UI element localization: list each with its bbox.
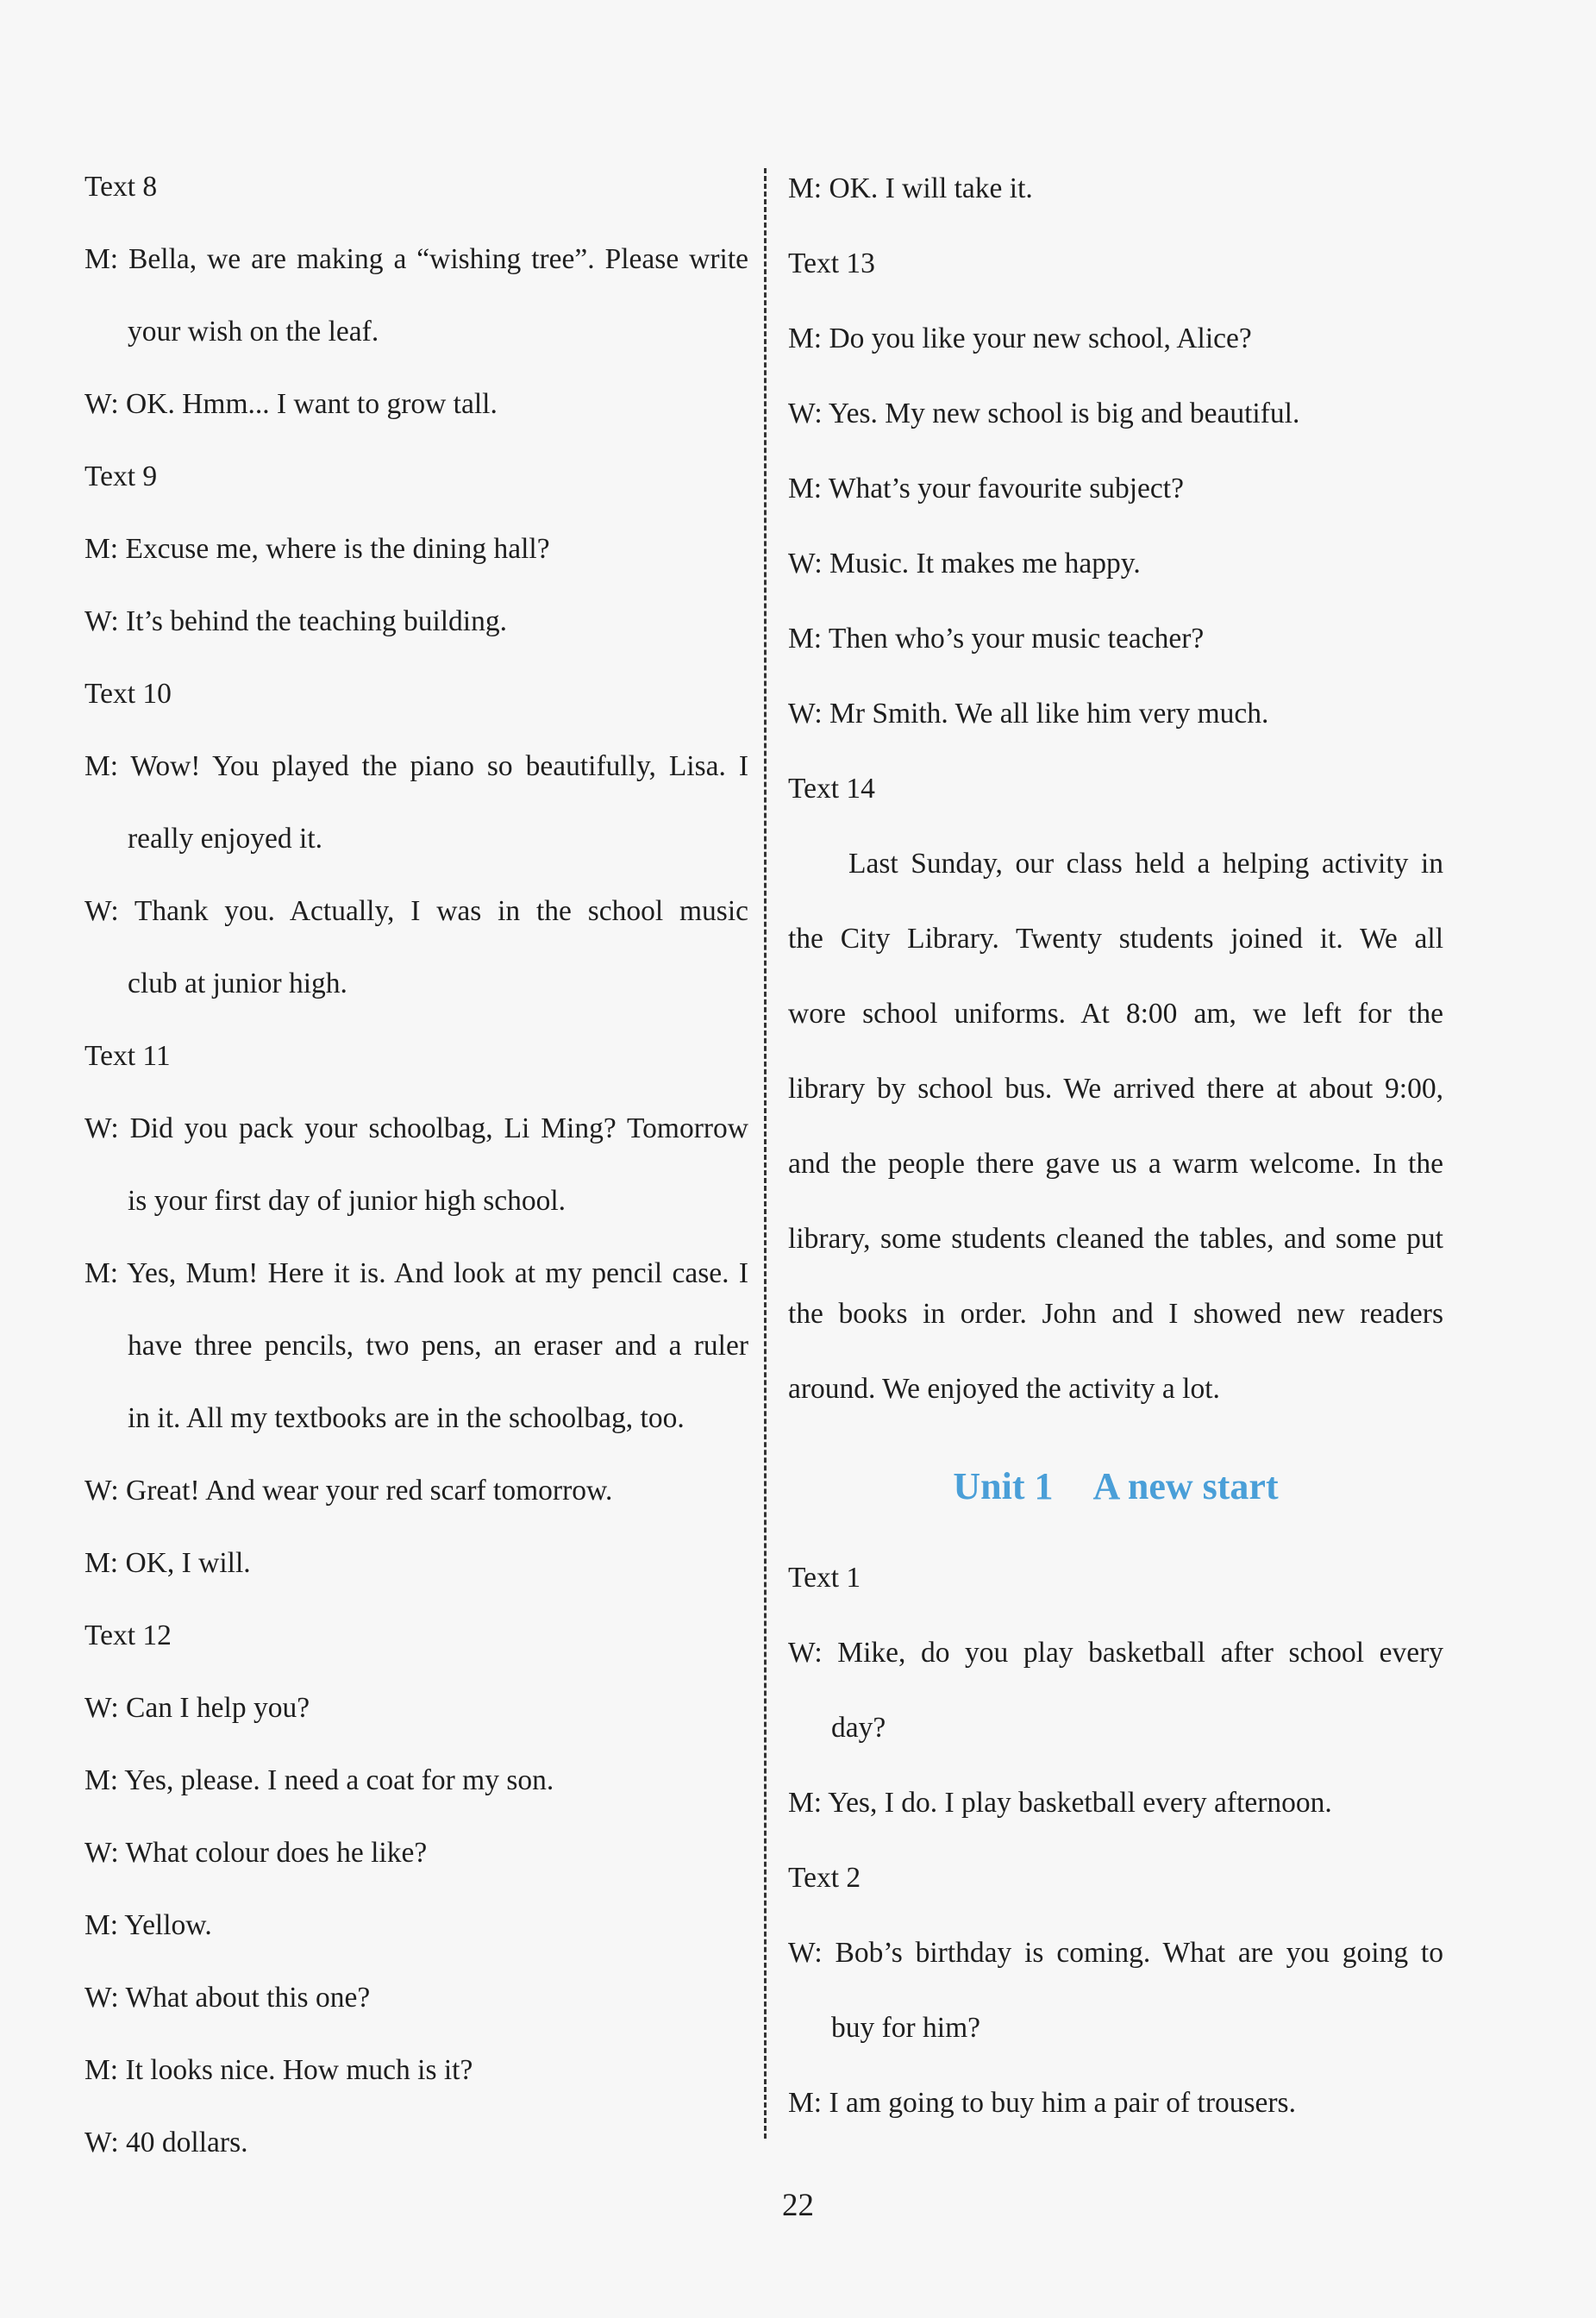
text-line: M: Yes, please. I need a coat for my son.: [84, 1764, 554, 1796]
text-line: really enjoyed it.: [128, 823, 323, 855]
text-line: M: Wow! You played the piano so beautifully, Lisa. I: [84, 750, 748, 782]
text-line: M: I am going to buy him a pair of trousers.: [788, 2087, 1296, 2119]
text-line: M: Yes, I do. I play basketball every afternoon.: [788, 1787, 1332, 1819]
text-line: W: What about this one?: [84, 1982, 371, 2014]
text-line: is your first day of junior high school.: [128, 1185, 566, 1217]
text-line: the books in order. John and I showed new readers: [788, 1298, 1443, 1330]
text-line: library by school bus. We arrived there at about 9:00,: [788, 1073, 1443, 1105]
text-line: and the people there gave us a warm welcome. In the: [788, 1148, 1443, 1180]
text-line: M: Do you like your new school, Alice?: [788, 323, 1252, 354]
text-line: M: Excuse me, where is the dining hall?: [84, 533, 550, 565]
text-line: club at junior high.: [128, 968, 347, 999]
unit-title: A new start: [1092, 1465, 1279, 1507]
unit-number: Unit 1: [953, 1465, 1054, 1507]
page-number: 22: [782, 2188, 814, 2223]
text-line: wore school uniforms. At 8:00 am, we left for the: [788, 998, 1443, 1030]
text-label: Text 11: [84, 1040, 171, 1072]
text-line: M: It looks nice. How much is it?: [84, 2054, 473, 2086]
text-label: Text 10: [84, 678, 172, 710]
text-line: M: Bella, we are making a “wishing tree”. Please write: [84, 243, 748, 275]
text-line: M: OK. I will take it.: [788, 172, 1033, 204]
column-divider: [764, 168, 767, 2139]
text-label: Text 2: [788, 1862, 861, 1894]
left-column: [84, 151, 748, 2179]
text-line: M: Yes, Mum! Here it is. And look at my pencil case. I: [84, 1257, 748, 1289]
text-line: W: 40 dollars.: [84, 2127, 248, 2158]
text-line: M: Yellow.: [84, 1909, 212, 1941]
text-line: day?: [831, 1712, 886, 1744]
text-line: M: OK, I will.: [84, 1547, 251, 1579]
text-line: library, some students cleaned the tables, and some put: [788, 1223, 1443, 1255]
text-line: W: Mr Smith. We all like him very much.: [788, 698, 1269, 730]
right-column-bottom: [788, 1540, 1443, 2140]
text-line: W: What colour does he like?: [84, 1837, 428, 1869]
text-line: your wish on the leaf.: [128, 316, 379, 348]
text-label: Text 14: [788, 773, 875, 805]
text-line: W: Yes. My new school is big and beautiful.: [788, 398, 1300, 429]
text-label: Text 9: [84, 460, 158, 492]
text-label: Text 1: [788, 1562, 861, 1594]
right-column-top: [788, 151, 1443, 1426]
text-line: M: Then who’s your music teacher?: [788, 623, 1205, 655]
right-column: [788, 151, 1443, 2140]
text-line: W: Great! And wear your red scarf tomorrow.: [84, 1475, 613, 1507]
text-line: W: Did you pack your schoolbag, Li Ming? Tomorrow: [84, 1112, 748, 1144]
text-line: have three pencils, two pens, an eraser and a ruler: [128, 1330, 748, 1362]
text-line: the City Library. Twenty students joined it. We all: [788, 923, 1443, 955]
text-label: Text 8: [84, 171, 158, 203]
text-line: W: Mike, do you play basketball after school every: [788, 1637, 1443, 1669]
text-line: in it. All my textbooks are in the schoolbag, too.: [128, 1402, 685, 1434]
text-line: W: Can I help you?: [84, 1692, 310, 1724]
text-line: W: Thank you. Actually, I was in the school music: [84, 895, 748, 927]
text-line: W: OK. Hmm... I want to grow tall.: [84, 388, 498, 420]
text-label: Text 13: [788, 247, 875, 279]
text-line: W: It’s behind the teaching building.: [84, 605, 507, 637]
text-label: Text 12: [84, 1619, 172, 1651]
text-line: M: What’s your favourite subject?: [788, 473, 1184, 504]
unit-heading: [788, 1426, 1443, 1540]
text-line: buy for him?: [831, 2012, 981, 2044]
text-line: Last Sunday, our class held a helping activity in: [848, 848, 1443, 880]
text-line: around. We enjoyed the activity a lot.: [788, 1373, 1220, 1405]
text-line: W: Bob’s birthday is coming. What are you going to: [788, 1937, 1443, 1969]
text-line: W: Music. It makes me happy.: [788, 548, 1141, 580]
